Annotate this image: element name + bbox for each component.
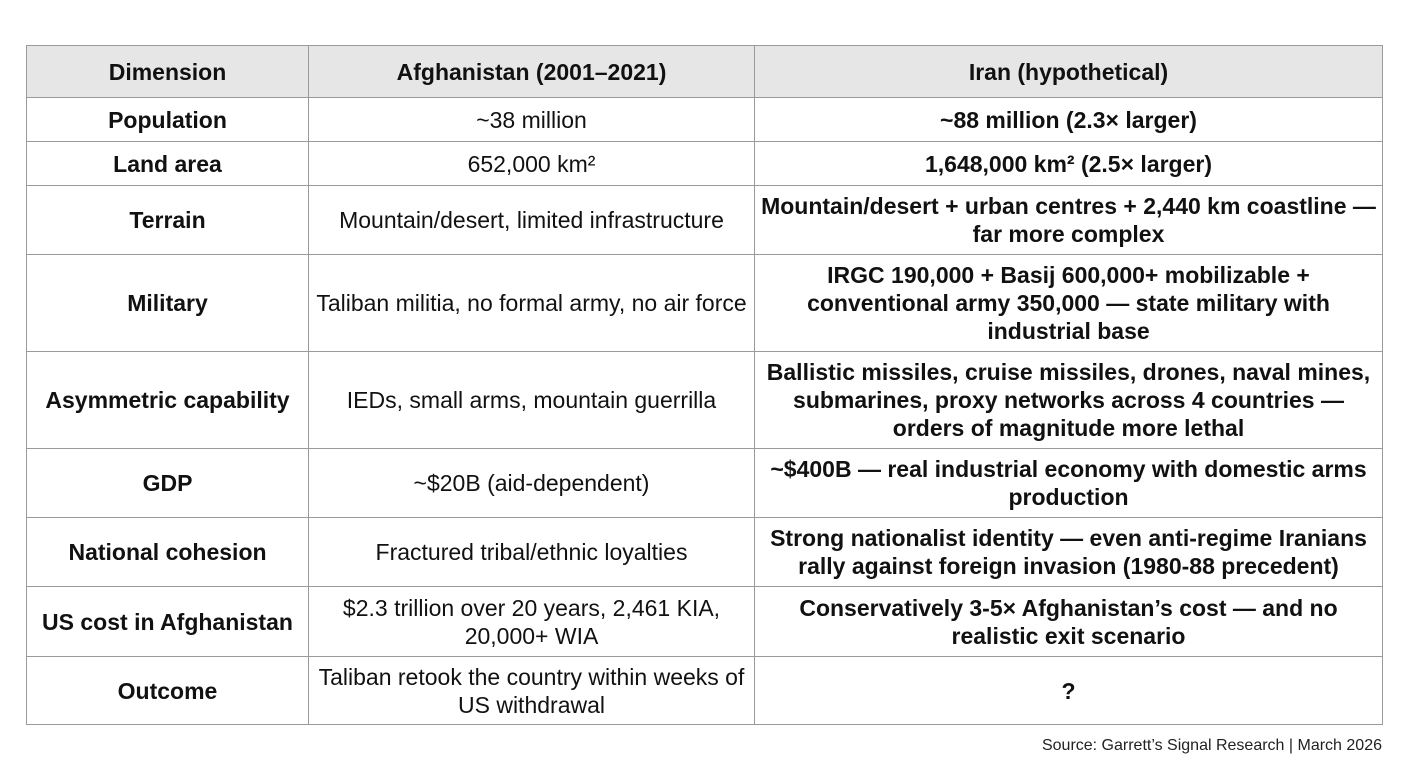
row-afghanistan-value: 652,000 km² xyxy=(309,142,755,186)
row-iran-value: Ballistic missiles, cruise missiles, drones, naval mines, submarines, proxy networks across 4 countries — orders of magnitude more lethal xyxy=(755,352,1383,449)
row-dimension: Outcome xyxy=(27,657,309,725)
table-row xyxy=(27,186,1383,255)
row-dimension: Military xyxy=(27,255,309,352)
row-iran-value: 1,648,000 km² (2.5× larger) xyxy=(755,142,1383,186)
row-afghanistan-value: ~38 million xyxy=(309,98,755,142)
row-afghanistan-value: ~$20B (aid-dependent) xyxy=(309,449,755,518)
row-dimension: Population xyxy=(27,98,309,142)
row-dimension: GDP xyxy=(27,449,309,518)
row-dimension: Asymmetric capability xyxy=(27,352,309,449)
table-row xyxy=(27,449,1383,518)
row-iran-value: Strong nationalist identity — even anti-regime Iranians rally against foreign invasion (1980-88 precedent) xyxy=(755,518,1383,587)
row-dimension: US cost in Afghanistan xyxy=(27,587,309,657)
row-afghanistan-value: IEDs, small arms, mountain guerrilla xyxy=(309,352,755,449)
source-caption: Source: Garrett’s Signal Research | March 2026 xyxy=(1041,737,1382,754)
header-dimension: Dimension xyxy=(27,46,309,98)
row-dimension: Land area xyxy=(27,142,309,186)
table-row xyxy=(27,352,1383,449)
row-iran-value: Conservatively 3-5× Afghanistan’s cost — and no realistic exit scenario xyxy=(755,587,1383,657)
row-iran-value: ~$400B — real industrial economy with domestic arms production xyxy=(755,449,1383,518)
row-afghanistan-value: $2.3 trillion over 20 years, 2,461 KIA, 20,000+ WIA xyxy=(309,587,755,657)
row-afghanistan-value: Taliban militia, no formal army, no air force xyxy=(309,255,755,352)
row-dimension: Terrain xyxy=(27,186,309,255)
table-row xyxy=(27,657,1383,725)
row-dimension: National cohesion xyxy=(27,518,309,587)
comparison-table xyxy=(26,45,1383,725)
row-iran-value: ? xyxy=(755,657,1383,725)
row-afghanistan-value: Taliban retook the country within weeks of US withdrawal xyxy=(309,657,755,725)
table-row xyxy=(27,518,1383,587)
header-afghanistan: Afghanistan (2001–2021) xyxy=(309,46,755,98)
row-iran-value: Mountain/desert + urban centres + 2,440 km coastline — far more complex xyxy=(755,186,1383,255)
table-row xyxy=(27,98,1383,142)
table-row xyxy=(27,142,1383,186)
row-afghanistan-value: Mountain/desert, limited infrastructure xyxy=(309,186,755,255)
comparison-table-container xyxy=(26,45,1382,725)
table-header-row xyxy=(27,46,1383,98)
row-iran-value: ~88 million (2.3× larger) xyxy=(755,98,1383,142)
table-row xyxy=(27,587,1383,657)
row-iran-value: IRGC 190,000 + Basij 600,000+ mobilizable + conventional army 350,000 — state military with industrial base xyxy=(755,255,1383,352)
row-afghanistan-value: Fractured tribal/ethnic loyalties xyxy=(309,518,755,587)
table-row xyxy=(27,255,1383,352)
header-iran: Iran (hypothetical) xyxy=(755,46,1383,98)
